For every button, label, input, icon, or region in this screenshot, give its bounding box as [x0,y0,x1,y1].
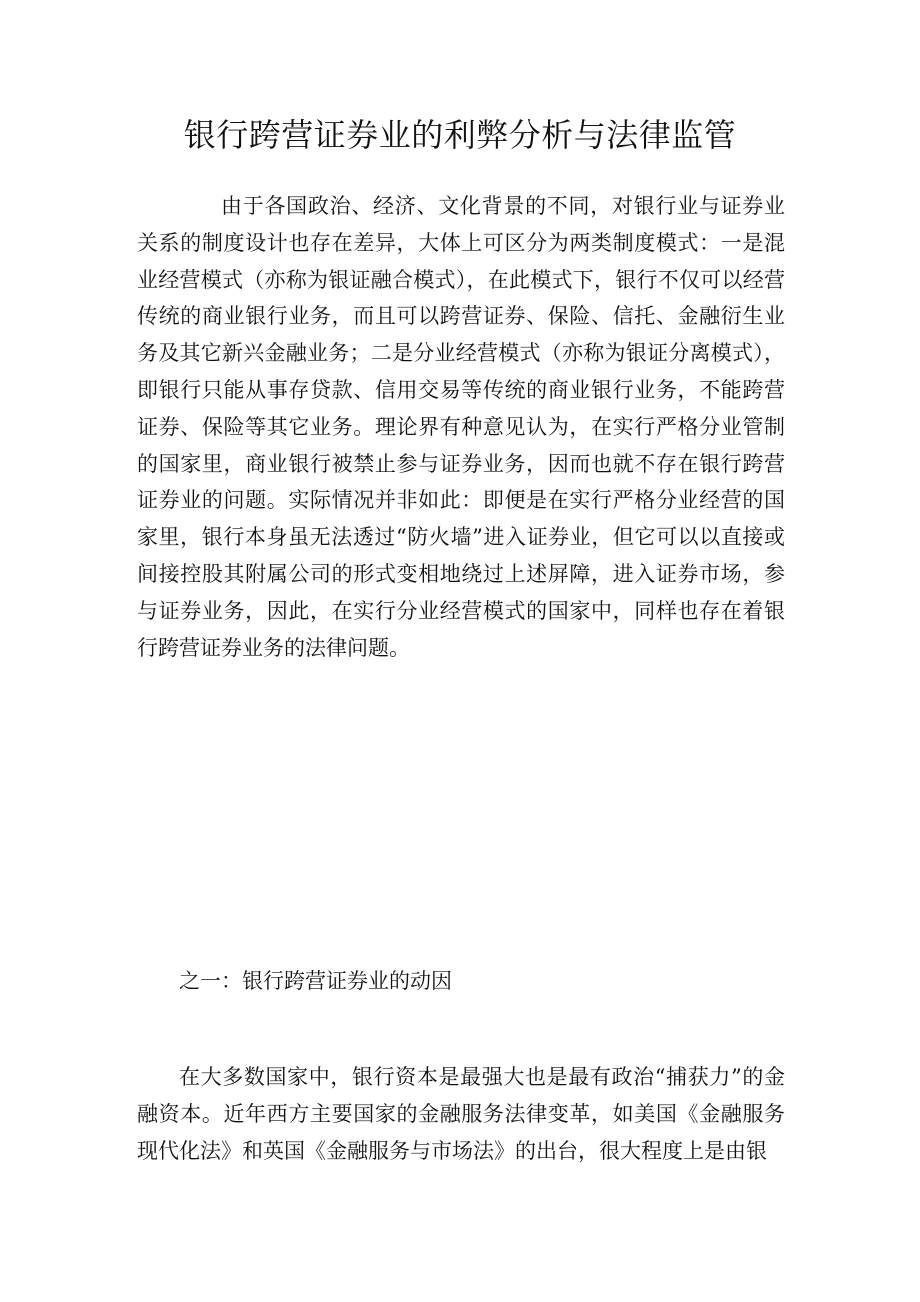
intro-paragraph: 由于各国政治、经济、文化背景的不同，对银行业与证券业关系的制度设计也存在差异，大体上可区分为两类制度模式：一是混业经营模式（亦称为银证融合模式），在此模式下，银行不仅可以经营传统的商业银行业务，而且可以跨营证券、保险、信托、金融衍生业务及其它新兴金融业务；二是分业经营模式（亦称为银证分离模式），即银行只能从事存贷款、信用交易等传统的商业银行业务，不能跨营证券、保险等其它业务。理论界有种意见认为，在实行严格分业管制的国家里，商业银行被禁止参与证券业务，因而也就不存在银行跨营证券业的问题。实际情况并非如此：即便是在实行严格分业经营的国家里，银行本身虽无法透过“防火墙”进入证券业，但它可以以直接或间接控股其附属公司的形式变相地绕过上述屏障，进入证券市场，参与证券业务，因此，在实行分业经营模式的国家中，同样也存在着银行跨营证券业务的法律问题。 [137,194,785,660]
section-heading: 之一：银行跨营证券业的动因 [179,969,452,993]
section-paragraph: 在大多数国家中，银行资本是最强大也是最有政治“捕获力”的金融资本。近年西方主要国家的金融服务法律变革，如美国《金融服务现代化法》和英国《金融服务与市场法》的出台，很大程度上是由银 [137,1065,785,1163]
document-title: 银行跨营证券业的利弊分析与法律监管 [183,116,737,154]
